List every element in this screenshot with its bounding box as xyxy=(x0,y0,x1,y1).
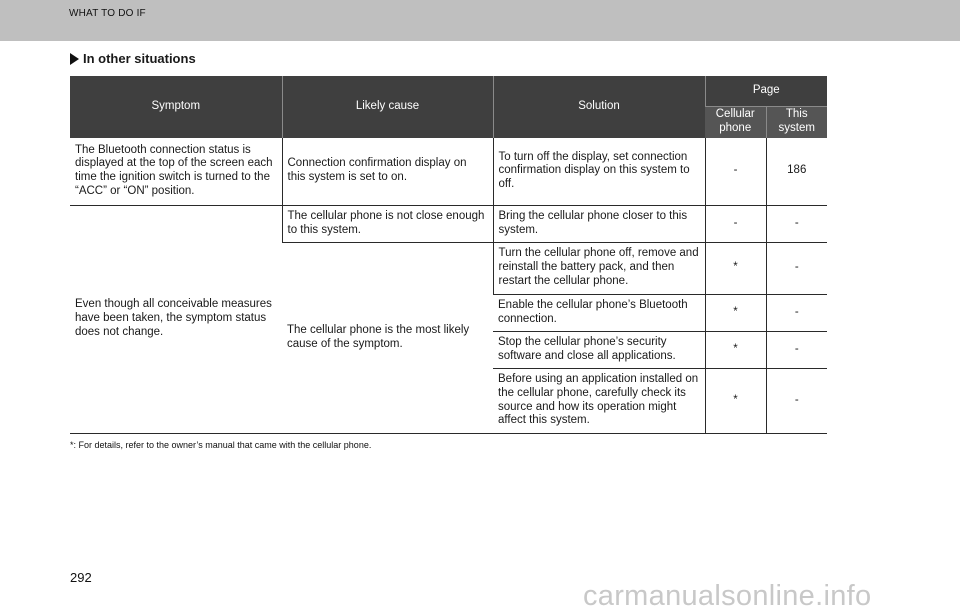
solution-cell: Enable the cellular phone’s Bluetooth connection. xyxy=(493,294,705,331)
header-solution: Solution xyxy=(493,76,705,138)
symptom-cell: Even though all conceivable measures have been taken, the symptom status does not change. xyxy=(70,205,282,433)
footnote: *: For details, refer to the owner’s manual that came with the cellular phone. xyxy=(70,440,372,450)
solution-cell: To turn off the display, set connection confirmation display on this system to off. xyxy=(493,138,705,205)
solution-cell: Stop the cellular phone’s security software and close all applications. xyxy=(493,331,705,368)
page-system-cell: - xyxy=(766,294,827,331)
page-system-cell: 186 xyxy=(766,138,827,205)
page-system-cell: - xyxy=(766,242,827,294)
page-cellular-cell: * xyxy=(705,242,766,294)
page-cellular-cell: * xyxy=(705,294,766,331)
table-row xyxy=(70,205,827,242)
header-page: Page xyxy=(705,76,827,106)
table-row xyxy=(70,138,827,205)
triangle-right-icon xyxy=(70,53,79,65)
troubleshooting-table xyxy=(70,76,827,434)
header-likely-cause: Likely cause xyxy=(282,76,493,138)
cause-cell: The cellular phone is the most likely cause of the symptom. xyxy=(282,242,493,433)
solution-cell: Bring the cellular phone closer to this system. xyxy=(493,205,705,242)
header-this-system: This system xyxy=(766,106,827,138)
page-system-cell: - xyxy=(766,331,827,368)
header-cellular-phone: Cellular phone xyxy=(705,106,766,138)
header-symptom: Symptom xyxy=(70,76,282,138)
solution-cell: Before using an application installed on the cellular phone, carefully check its source and how its operation might affect this system. xyxy=(493,368,705,433)
page-cellular-cell: - xyxy=(705,138,766,205)
page-system-cell: - xyxy=(766,205,827,242)
header-text: WHAT TO DO IF xyxy=(69,8,146,19)
section-title-text: In other situations xyxy=(83,51,196,66)
page-system-cell: - xyxy=(766,368,827,433)
solution-cell: Turn the cellular phone off, remove and reinstall the battery pack, and then restart the cellular phone. xyxy=(493,242,705,294)
page-cellular-cell: * xyxy=(705,368,766,433)
page-number: 292 xyxy=(70,570,92,585)
symptom-cell: The Bluetooth connection status is displayed at the top of the screen each time the ignition switch is turned to the “ACC” or “ON” position. xyxy=(70,138,282,205)
cause-cell: The cellular phone is not close enough to this system. xyxy=(282,205,493,242)
section-title xyxy=(70,51,196,66)
cause-cell: Connection confirmation display on this system is set to on. xyxy=(282,138,493,205)
page-cellular-cell: * xyxy=(705,331,766,368)
header-bar xyxy=(0,0,960,41)
watermark: carmanualsonline.info xyxy=(583,580,872,612)
page-cellular-cell: - xyxy=(705,205,766,242)
